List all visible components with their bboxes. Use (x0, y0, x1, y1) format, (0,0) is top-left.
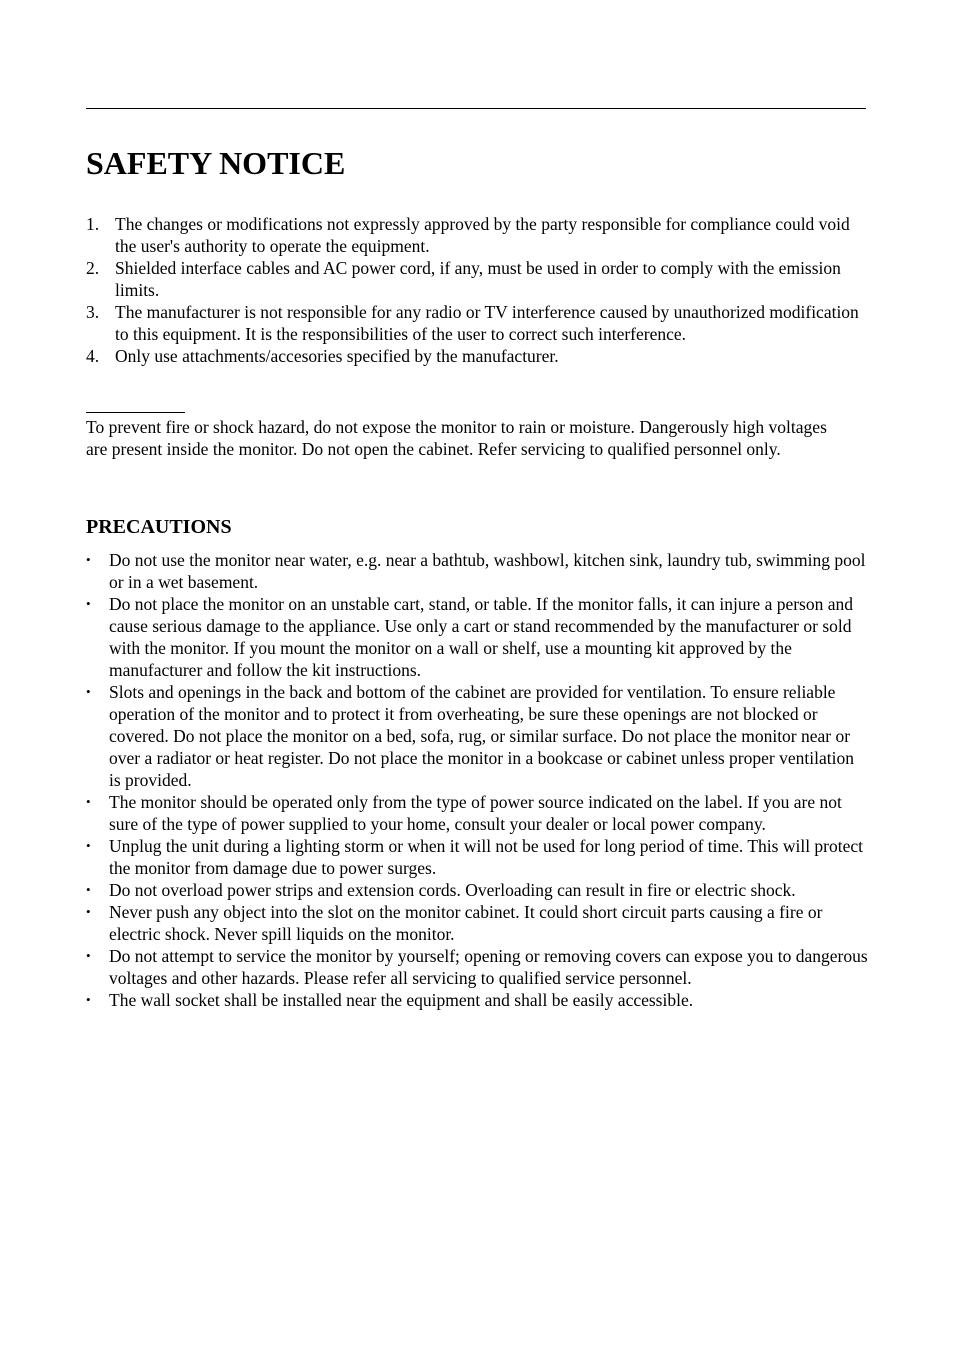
item-text: Do not attempt to service the monitor by yourself; opening or removing covers can expose you to dangerous voltages and other hazards. Please refer all servicing to qualified service personnel. (109, 946, 868, 988)
bullet-icon: • (86, 552, 91, 567)
list-item (86, 593, 868, 681)
list-item (86, 835, 868, 879)
list-item (86, 945, 868, 989)
list-item (86, 213, 866, 257)
item-text: Only use attachments/accesories specified by the manufacturer. (115, 346, 559, 366)
list-item (86, 681, 868, 791)
list-item (86, 901, 868, 945)
item-text: Do not overload power strips and extension cords. Overloading can result in fire or electric shock. (109, 880, 796, 900)
item-number: 3. (86, 302, 100, 322)
bullet-icon: • (86, 684, 91, 699)
warning-paragraph: To prevent fire or shock hazard, do not expose the monitor to rain or moisture. Dangerously high voltages are present inside the monitor. Do not open the cabinet. Refer servicing to qualified personnel only. (86, 417, 827, 459)
item-number: 2. (86, 258, 100, 278)
item-text: The wall socket shall be installed near the equipment and shall be easily accessible. (109, 990, 694, 1010)
bullet-icon: • (86, 838, 91, 853)
precautions-heading: PRECAUTIONS (86, 516, 232, 538)
list-item (86, 345, 866, 367)
bullet-icon: • (86, 882, 91, 897)
bullet-icon: • (86, 992, 91, 1007)
item-number: 1. (86, 214, 100, 234)
item-text: Unplug the unit during a lighting storm or when it will not be used for long period of time. This will protect the monitor from damage due to power surges. (109, 836, 864, 878)
item-text: Slots and openings in the back and bottom of the cabinet are provided for ventilation. To ensure reliable operation of the monitor and to protect it from overheating, be sure these openings are not blocked or covered. Do not place the monitor on a bed, sofa, rug, or similar surface. Do not place the monitor near or over a radiator or heat register. Do not place the monitor in a bookcase or cabinet unless proper ventilation is provided. (109, 682, 854, 790)
bullet-icon: • (86, 904, 91, 919)
list-item (86, 257, 866, 301)
bullet-icon: • (86, 794, 91, 809)
item-text: Never push any object into the slot on the monitor cabinet. It could short circuit parts causing a fire or electric shock. Never spill liquids on the monitor. (109, 902, 823, 944)
bullet-icon: • (86, 948, 91, 963)
item-text: Do not use the monitor near water, e.g. near a bathtub, washbowl, kitchen sink, laundry tub, swimming pool or in a wet basement. (109, 550, 866, 592)
item-text: Do not place the monitor on an unstable cart, stand, or table. If the monitor falls, it can injure a person and cause serious damage to the appliance. Use only a cart or stand recommended by the manufacturer or sold with the monitor. If you mount the monitor on a wall or shelf, use a mounting kit approved by the manufacturer and follow the kit instructions. (109, 594, 854, 680)
precautions-list (86, 549, 868, 1011)
compliance-list (86, 213, 866, 367)
page-title: SAFETY NOTICE (86, 145, 346, 181)
item-text: The monitor should be operated only from the type of power source indicated on the label. If you are not sure of the type of power supplied to your home, consult your dealer or local power company. (109, 792, 842, 834)
bullet-icon: • (86, 596, 91, 611)
warning-underline (86, 412, 185, 413)
list-item (86, 989, 868, 1011)
item-text: The changes or modifications not expressly approved by the party responsible for compliance could void the user's authority to operate the equipment. (115, 214, 850, 256)
list-item (86, 879, 868, 901)
item-text: Shielded interface cables and AC power cord, if any, must be used in order to comply with the emission limits. (115, 258, 841, 300)
header-rule (86, 108, 866, 109)
list-item (86, 549, 868, 593)
item-text: The manufacturer is not responsible for any radio or TV interference caused by unauthorized modification to this equipment. It is the responsibilities of the user to correct such interference. (115, 302, 859, 344)
list-item (86, 791, 868, 835)
item-number: 4. (86, 346, 100, 366)
list-item (86, 301, 866, 345)
